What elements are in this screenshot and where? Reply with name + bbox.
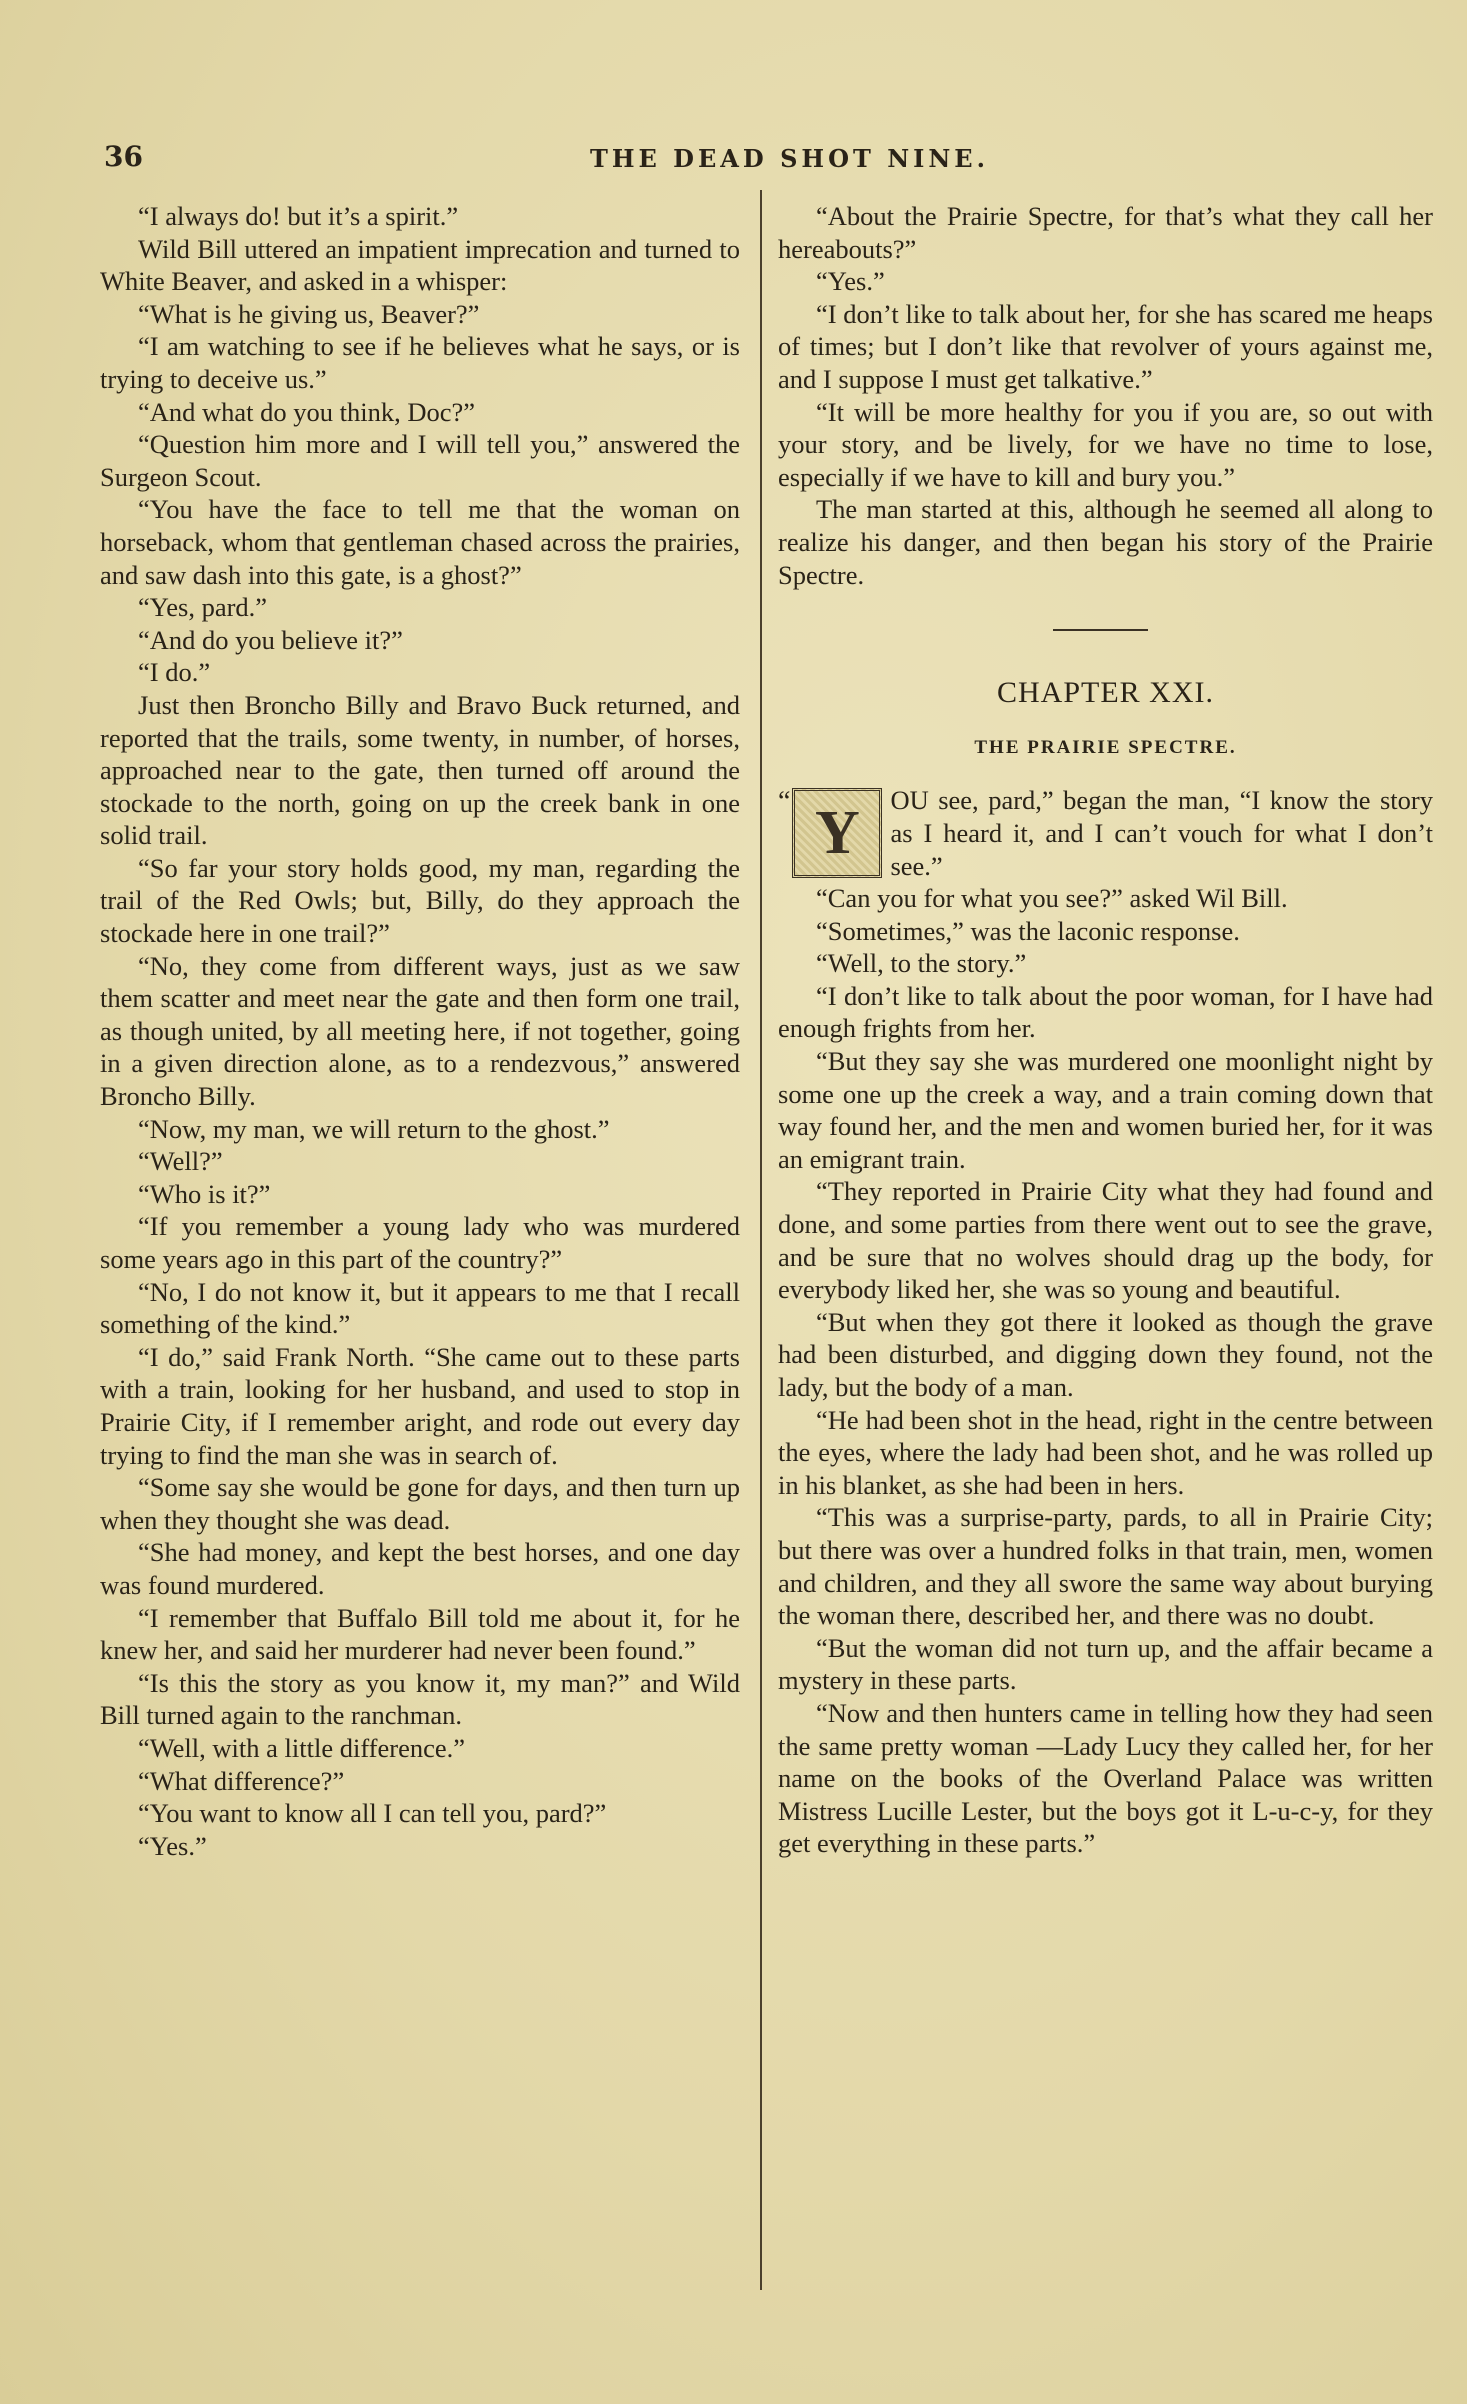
paragraph: “So far your story holds good, my man, regarding the trail of the Red Owls; but, Billy, do they approach the stockade here in one trail?”	[100, 852, 740, 949]
paragraph: “No, they come from different ways, just as we saw them scatter and meet near the gate and then form one trail, as though united, by all meeting here, if not together, going in a given direction alone, as to a rendezvous,” answered Broncho Billy.	[100, 950, 740, 1112]
paragraph: “They reported in Prairie City what they had found and done, and some parties from there went out to see the grave, and be sure that no wolves should drag up the body, for everybody liked her, she was so young and beautiful.	[778, 1176, 1433, 1305]
paragraph: “You have the face to tell me that the woman on horseback, whom that gentleman chased across the prairies, and saw dash into this gate, is a ghost?”	[100, 494, 740, 590]
chapter-opening-paragraph	[778, 784, 1433, 882]
paragraph: “But they say she was murdered one moonlight night by some one up the creek a way, and a train coming down that way found her, and the men and women buried her, for it was an emigrant train.	[778, 1046, 1433, 1174]
paragraph: “Now, my man, we will return to the ghost.”	[138, 1113, 610, 1144]
paragraph: “Well?”	[138, 1146, 223, 1177]
paragraph: “I don’t like to talk about the poor woman, for I have had enough frights from her.	[778, 980, 1433, 1044]
paragraph: “It will be more healthy for you if you are, so out with your story, and be lively, for we have no time to lose, especially if we have to kill and bury you.”	[778, 396, 1433, 492]
paragraph: “Some say she would be gone for days, and then turn up when they thought she was dead.	[100, 1472, 740, 1535]
paragraph: “No, I do not know it, but it appears to me that I recall something of the kind.”	[100, 1276, 740, 1340]
paragraph: “And do you believe it?”	[138, 624, 403, 655]
running-head: THE DEAD SHOT NINE.	[590, 144, 989, 173]
paragraph: “She had money, and kept the best horses, and one day was found murdered.	[100, 1537, 740, 1600]
section-separator	[778, 591, 1433, 671]
paragraph: “I remember that Buffalo Bill told me about it, for he knew her, and said her murderer had never been found.”	[100, 1602, 740, 1666]
separator-rule	[1053, 629, 1148, 631]
paragraph: “About the Prairie Spectre, for that’s what they call her hereabouts?”	[778, 201, 1433, 264]
paragraph: “I do.”	[138, 657, 211, 688]
paragraph: “I don’t like to talk about her, for she has scared me heaps of times; but I don’t like that revolver of yours against me, and I suppose I must get talkative.”	[778, 298, 1433, 394]
paragraph: OU see, pard,” began the man, “I know the story as I heard it, and I can’t vouch for what I don’t see.”	[890, 785, 1433, 881]
paragraph: “Can you for what you see?” asked Wil Bill.	[816, 883, 1288, 914]
paragraph: The man started at this, although he seemed all along to realize his danger, and then began his story of the Prairie Spectre.	[778, 494, 1433, 590]
opening-quote: “	[778, 786, 791, 818]
paragraph: “Is this the story as you know it, my man?” and Wild Bill turned again to the ranchman.	[100, 1667, 740, 1731]
paragraph: “Who is it?”	[138, 1178, 271, 1209]
paragraph: “But the woman did not turn up, and the affair became a mystery in these parts.	[778, 1632, 1433, 1696]
left-column	[100, 200, 740, 1862]
paragraph: “What is he giving us, Beaver?”	[138, 298, 480, 329]
paragraph: “You want to know all I can tell you, pard?”	[138, 1798, 607, 1829]
column-divider	[760, 190, 762, 2290]
right-column	[778, 200, 1433, 1860]
page-header	[100, 140, 1430, 180]
paragraph: “But when they got there it looked as though the grave had been disturbed, and digging down they found, not the lady, but the body of a man.	[778, 1306, 1433, 1402]
paragraph: “And what do you think, Doc?”	[138, 396, 476, 427]
paragraph: “What difference?”	[138, 1765, 345, 1796]
paragraph: “Now and then hunters came in telling how they had seen the same pretty woman —Lady Lucy they called her, for her name on the books of the Overland Palace was written Mistress Lucille Lester, but the boys got it L-u-c-y, for they get everything in these parts.”	[778, 1697, 1433, 1859]
paragraph: “Yes, pard.”	[138, 592, 268, 623]
paragraph: Wild Bill uttered an impatient imprecation and turned to White Beaver, and asked in a whisper:	[100, 233, 740, 297]
paragraph: “Well, to the story.”	[816, 948, 1027, 979]
paragraph: “I do,” said Frank North. “She came out to these parts with a train, looking for her husband, and used to stop in Prairie City, if I remember aright, and rode out every day trying to find the man she was in search of.	[100, 1341, 740, 1470]
chapter-subtitle: THE PRAIRIE SPECTRE.	[974, 736, 1237, 758]
paragraph: Just then Broncho Billy and Bravo Buck returned, and reported that the trails, some twenty, in number, of horses, approached near to the gate, then turned off around the stockade to the north, going on up the creek bank in one solid trail.	[100, 689, 740, 851]
paragraph: “He had been shot in the head, right in the centre between the eyes, where the lady had been shot, and he was rolled up in his blanket, as she had been in hers.	[778, 1404, 1433, 1500]
chapter-title: CHAPTER XXI.	[996, 676, 1214, 710]
paragraph: “Question him more and I will tell you,” answered the Surgeon Scout.	[100, 429, 740, 492]
paragraph: “I always do! but it’s a spirit.”	[138, 201, 459, 231]
page-number: 36	[104, 140, 143, 173]
drop-cap: Y	[792, 788, 882, 878]
paragraph: “Yes.”	[138, 1830, 207, 1861]
paragraph: “Yes.”	[816, 266, 885, 297]
paragraph: “This was a surprise-party, pards, to all in Prairie City; but there was over a hundred folks in that train, men, women and children, and they all swore the same way about burying the woman there, described her, and there was no doubt.	[778, 1502, 1433, 1631]
paragraph: “Well, with a little difference.”	[138, 1732, 466, 1763]
paragraph: “If you remember a young lady who was murdered some years ago in this part of the country?”	[100, 1211, 740, 1274]
paragraph: “Sometimes,” was the laconic response.	[816, 915, 1240, 946]
paragraph: “I am watching to see if he believes what he says, or is trying to deceive us.”	[100, 331, 740, 394]
